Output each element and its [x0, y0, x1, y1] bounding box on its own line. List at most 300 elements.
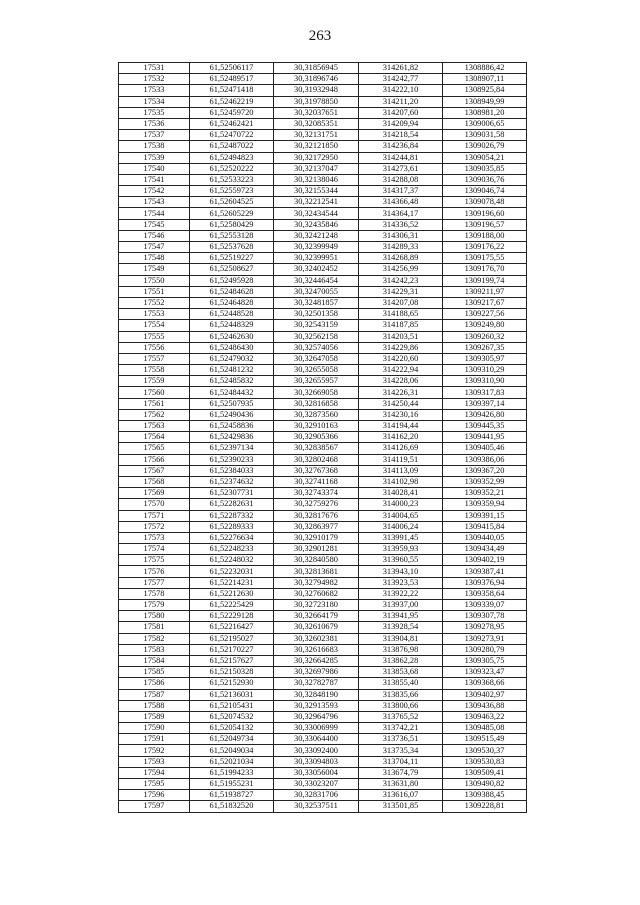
longitude-cell: 30,32085351: [274, 118, 359, 129]
x-coordinate-cell: 314222,94: [359, 365, 443, 376]
longitude-cell: 30,32669058: [274, 387, 359, 398]
point-number-cell: 17591: [119, 734, 190, 745]
latitude-cell: 61,52459720: [190, 107, 274, 118]
point-number-cell: 17563: [119, 421, 190, 432]
y-coordinate-cell: 1309490,82: [443, 779, 527, 790]
table-row: [119, 376, 527, 387]
x-coordinate-cell: 313674,79: [359, 767, 443, 778]
y-coordinate-cell: 1309339,07: [443, 600, 527, 611]
longitude-cell: 30,32155344: [274, 186, 359, 197]
latitude-cell: 61,52580429: [190, 219, 274, 230]
longitude-cell: 30,33023207: [274, 779, 359, 790]
table-row: [119, 163, 527, 174]
table-row: [119, 409, 527, 420]
x-coordinate-cell: 313923,53: [359, 577, 443, 588]
x-coordinate-cell: 314220,60: [359, 353, 443, 364]
latitude-cell: 61,52390233: [190, 454, 274, 465]
latitude-cell: 61,52216427: [190, 622, 274, 633]
latitude-cell: 61,52282631: [190, 499, 274, 510]
y-coordinate-cell: 1309434,49: [443, 544, 527, 555]
y-coordinate-cell: 1309280,79: [443, 644, 527, 655]
latitude-cell: 61,52462630: [190, 331, 274, 342]
latitude-cell: 61,52604525: [190, 197, 274, 208]
table-row: [119, 286, 527, 297]
point-number-cell: 17588: [119, 700, 190, 711]
table-row: [119, 186, 527, 197]
x-coordinate-cell: 313742,21: [359, 723, 443, 734]
longitude-cell: 30,32816858: [274, 398, 359, 409]
x-coordinate-cell: 313937,00: [359, 600, 443, 611]
x-coordinate-cell: 313922,22: [359, 588, 443, 599]
point-number-cell: 17571: [119, 510, 190, 521]
longitude-cell: 30,32435846: [274, 219, 359, 230]
y-coordinate-cell: 1309176,22: [443, 242, 527, 253]
y-coordinate-cell: 1309391,15: [443, 510, 527, 521]
latitude-cell: 61,52506117: [190, 63, 274, 74]
latitude-cell: 61,52021034: [190, 756, 274, 767]
y-coordinate-cell: 1309267,35: [443, 342, 527, 353]
point-number-cell: 17562: [119, 409, 190, 420]
x-coordinate-cell: 313501,85: [359, 801, 443, 812]
point-number-cell: 17575: [119, 555, 190, 566]
latitude-cell: 61,52605229: [190, 208, 274, 219]
latitude-cell: 61,52054132: [190, 723, 274, 734]
table-row: [119, 801, 527, 812]
x-coordinate-cell: 314188,65: [359, 309, 443, 320]
x-coordinate-cell: 313991,45: [359, 532, 443, 543]
y-coordinate-cell: 1309228,81: [443, 801, 527, 812]
point-number-cell: 17594: [119, 767, 190, 778]
latitude-cell: 61,52486430: [190, 342, 274, 353]
latitude-cell: 61,52520222: [190, 163, 274, 174]
y-coordinate-cell: 1308949,99: [443, 96, 527, 107]
longitude-cell: 30,32574056: [274, 342, 359, 353]
x-coordinate-cell: 314256,99: [359, 264, 443, 275]
latitude-cell: 61,52157627: [190, 655, 274, 666]
y-coordinate-cell: 1309397,14: [443, 398, 527, 409]
x-coordinate-cell: 313631,80: [359, 779, 443, 790]
x-coordinate-cell: 313904,81: [359, 633, 443, 644]
table-row: [119, 723, 527, 734]
y-coordinate-cell: 1309405,46: [443, 443, 527, 454]
x-coordinate-cell: 313736,51: [359, 734, 443, 745]
coordinates-table: [118, 62, 527, 813]
y-coordinate-cell: 1309359,94: [443, 499, 527, 510]
table-row: [119, 152, 527, 163]
x-coordinate-cell: 314226,31: [359, 387, 443, 398]
longitude-cell: 30,32782787: [274, 678, 359, 689]
y-coordinate-cell: 1309006,65: [443, 118, 527, 129]
longitude-cell: 30,32767368: [274, 465, 359, 476]
table-row: [119, 353, 527, 364]
latitude-cell: 61,52049734: [190, 734, 274, 745]
point-number-cell: 17574: [119, 544, 190, 555]
y-coordinate-cell: 1309317,83: [443, 387, 527, 398]
point-number-cell: 17570: [119, 499, 190, 510]
longitude-cell: 30,32537511: [274, 801, 359, 812]
y-coordinate-cell: 1309367,20: [443, 465, 527, 476]
table-row: [119, 443, 527, 454]
x-coordinate-cell: 314228,06: [359, 376, 443, 387]
table-row: [119, 253, 527, 264]
x-coordinate-cell: 314268,89: [359, 253, 443, 264]
x-coordinate-cell: 314209,94: [359, 118, 443, 129]
x-coordinate-cell: 314222,10: [359, 85, 443, 96]
point-number-cell: 17535: [119, 107, 190, 118]
x-coordinate-cell: 314244,81: [359, 152, 443, 163]
latitude-cell: 61,52490436: [190, 409, 274, 420]
point-number-cell: 17587: [119, 689, 190, 700]
latitude-cell: 61,52232031: [190, 566, 274, 577]
y-coordinate-cell: 1309436,88: [443, 700, 527, 711]
point-number-cell: 17547: [119, 242, 190, 253]
y-coordinate-cell: 1309402,19: [443, 555, 527, 566]
point-number-cell: 17597: [119, 801, 190, 812]
x-coordinate-cell: 314306,31: [359, 230, 443, 241]
y-coordinate-cell: 1309426,80: [443, 409, 527, 420]
longitude-cell: 30,32873560: [274, 409, 359, 420]
y-coordinate-cell: 1309376,94: [443, 577, 527, 588]
point-number-cell: 17553: [119, 309, 190, 320]
point-number-cell: 17584: [119, 655, 190, 666]
x-coordinate-cell: 314288,08: [359, 174, 443, 185]
point-number-cell: 17566: [119, 454, 190, 465]
table-row: [119, 532, 527, 543]
x-coordinate-cell: 314336,52: [359, 219, 443, 230]
table-row: [119, 756, 527, 767]
y-coordinate-cell: 1309358,64: [443, 588, 527, 599]
table-row: [119, 566, 527, 577]
y-coordinate-cell: 1309176,70: [443, 264, 527, 275]
y-coordinate-cell: 1309402,97: [443, 689, 527, 700]
point-number-cell: 17552: [119, 297, 190, 308]
y-coordinate-cell: 1309352,21: [443, 488, 527, 499]
point-number-cell: 17576: [119, 566, 190, 577]
latitude-cell: 61,52225429: [190, 600, 274, 611]
table-row: [119, 510, 527, 521]
table-row: [119, 320, 527, 331]
table-row: [119, 600, 527, 611]
latitude-cell: 61,52553128: [190, 230, 274, 241]
latitude-cell: 61,52384033: [190, 465, 274, 476]
x-coordinate-cell: 313800,66: [359, 700, 443, 711]
table-row: [119, 331, 527, 342]
y-coordinate-cell: 1309440,05: [443, 532, 527, 543]
y-coordinate-cell: 1309388,45: [443, 790, 527, 801]
table-row: [119, 342, 527, 353]
table-row: [119, 275, 527, 286]
x-coordinate-cell: 314289,33: [359, 242, 443, 253]
table-row: [119, 242, 527, 253]
point-number-cell: 17593: [119, 756, 190, 767]
table-row: [119, 667, 527, 678]
x-coordinate-cell: 314004,65: [359, 510, 443, 521]
point-number-cell: 17595: [119, 779, 190, 790]
table-row: [119, 633, 527, 644]
point-number-cell: 17546: [119, 230, 190, 241]
point-number-cell: 17557: [119, 353, 190, 364]
table-row: [119, 644, 527, 655]
x-coordinate-cell: 313835,66: [359, 689, 443, 700]
longitude-cell: 30,31856945: [274, 63, 359, 74]
y-coordinate-cell: 1309031,58: [443, 130, 527, 141]
table-row: [119, 85, 527, 96]
longitude-cell: 30,32743374: [274, 488, 359, 499]
table-row: [119, 767, 527, 778]
table-row: [119, 465, 527, 476]
longitude-cell: 30,32647058: [274, 353, 359, 364]
longitude-cell: 30,32802468: [274, 454, 359, 465]
x-coordinate-cell: 314366,48: [359, 197, 443, 208]
longitude-cell: 30,31896746: [274, 74, 359, 85]
y-coordinate-cell: 1309278,95: [443, 622, 527, 633]
table-row: [119, 118, 527, 129]
x-coordinate-cell: 313704,11: [359, 756, 443, 767]
longitude-cell: 30,32470055: [274, 286, 359, 297]
point-number-cell: 17583: [119, 644, 190, 655]
latitude-cell: 61,52049034: [190, 745, 274, 756]
x-coordinate-cell: 313941,95: [359, 611, 443, 622]
x-coordinate-cell: 314203,51: [359, 331, 443, 342]
longitude-cell: 30,32212541: [274, 197, 359, 208]
y-coordinate-cell: 1308907,11: [443, 74, 527, 85]
table-row: [119, 577, 527, 588]
point-number-cell: 17532: [119, 74, 190, 85]
longitude-cell: 30,33092400: [274, 745, 359, 756]
point-number-cell: 17549: [119, 264, 190, 275]
longitude-cell: 30,32863977: [274, 521, 359, 532]
point-number-cell: 17538: [119, 141, 190, 152]
y-coordinate-cell: 1309217,67: [443, 297, 527, 308]
point-number-cell: 17554: [119, 320, 190, 331]
latitude-cell: 61,52397134: [190, 443, 274, 454]
point-number-cell: 17577: [119, 577, 190, 588]
longitude-cell: 30,33064400: [274, 734, 359, 745]
point-number-cell: 17548: [119, 253, 190, 264]
latitude-cell: 61,52533223: [190, 174, 274, 185]
x-coordinate-cell: 314194,44: [359, 421, 443, 432]
longitude-cell: 30,32421248: [274, 230, 359, 241]
x-coordinate-cell: 314242,77: [359, 74, 443, 85]
y-coordinate-cell: 1309386,06: [443, 454, 527, 465]
longitude-cell: 30,32723180: [274, 600, 359, 611]
point-number-cell: 17542: [119, 186, 190, 197]
y-coordinate-cell: 1309199,74: [443, 275, 527, 286]
latitude-cell: 61,52479032: [190, 353, 274, 364]
point-number-cell: 17581: [119, 622, 190, 633]
table-row: [119, 421, 527, 432]
table-row: [119, 63, 527, 74]
longitude-cell: 30,32848190: [274, 689, 359, 700]
longitude-cell: 30,32655957: [274, 376, 359, 387]
latitude-cell: 61,52462219: [190, 96, 274, 107]
longitude-cell: 30,32446454: [274, 275, 359, 286]
table-row: [119, 309, 527, 320]
point-number-cell: 17550: [119, 275, 190, 286]
table-row: [119, 521, 527, 532]
y-coordinate-cell: 1309211,97: [443, 286, 527, 297]
longitude-cell: 30,32616683: [274, 644, 359, 655]
longitude-cell: 30,32481857: [274, 297, 359, 308]
point-number-cell: 17572: [119, 521, 190, 532]
point-number-cell: 17551: [119, 286, 190, 297]
latitude-cell: 61,52374632: [190, 476, 274, 487]
latitude-cell: 61,52508627: [190, 264, 274, 275]
x-coordinate-cell: 313735,34: [359, 745, 443, 756]
longitude-cell: 30,33094803: [274, 756, 359, 767]
longitude-cell: 30,32817676: [274, 510, 359, 521]
table-row: [119, 689, 527, 700]
x-coordinate-cell: 314218,54: [359, 130, 443, 141]
longitude-cell: 30,33006999: [274, 723, 359, 734]
point-number-cell: 17531: [119, 63, 190, 74]
y-coordinate-cell: 1308981,20: [443, 107, 527, 118]
latitude-cell: 61,51832520: [190, 801, 274, 812]
table-row: [119, 264, 527, 275]
point-number-cell: 17545: [119, 219, 190, 230]
table-row: [119, 387, 527, 398]
longitude-cell: 30,32655058: [274, 365, 359, 376]
latitude-cell: 61,52074532: [190, 711, 274, 722]
point-number-cell: 17537: [119, 130, 190, 141]
table-row: [119, 297, 527, 308]
point-number-cell: 17555: [119, 331, 190, 342]
table-row: [119, 655, 527, 666]
longitude-cell: 30,32664285: [274, 655, 359, 666]
y-coordinate-cell: 1309415,84: [443, 521, 527, 532]
longitude-cell: 30,32913593: [274, 700, 359, 711]
latitude-cell: 61,52484432: [190, 387, 274, 398]
table-row: [119, 476, 527, 487]
x-coordinate-cell: 314000,23: [359, 499, 443, 510]
x-coordinate-cell: 313928,54: [359, 622, 443, 633]
longitude-cell: 30,32131751: [274, 130, 359, 141]
point-number-cell: 17569: [119, 488, 190, 499]
point-number-cell: 17544: [119, 208, 190, 219]
point-number-cell: 17589: [119, 711, 190, 722]
longitude-cell: 30,32434544: [274, 208, 359, 219]
y-coordinate-cell: 1308925,84: [443, 85, 527, 96]
y-coordinate-cell: 1309310,29: [443, 365, 527, 376]
x-coordinate-cell: 314211,20: [359, 96, 443, 107]
y-coordinate-cell: 1309515,49: [443, 734, 527, 745]
y-coordinate-cell: 1309485,08: [443, 723, 527, 734]
x-coordinate-cell: 314126,69: [359, 443, 443, 454]
y-coordinate-cell: 1309046,74: [443, 186, 527, 197]
y-coordinate-cell: 1309054,21: [443, 152, 527, 163]
y-coordinate-cell: 1309035,85: [443, 163, 527, 174]
longitude-cell: 30,32760682: [274, 588, 359, 599]
longitude-cell: 30,32901281: [274, 544, 359, 555]
longitude-cell: 30,32399951: [274, 253, 359, 264]
y-coordinate-cell: 1309368,66: [443, 678, 527, 689]
latitude-cell: 61,51938727: [190, 790, 274, 801]
x-coordinate-cell: 314273,61: [359, 163, 443, 174]
longitude-cell: 30,31932948: [274, 85, 359, 96]
latitude-cell: 61,52150328: [190, 667, 274, 678]
y-coordinate-cell: 1309387,41: [443, 566, 527, 577]
y-coordinate-cell: 1309463,22: [443, 711, 527, 722]
table-row: [119, 398, 527, 409]
y-coordinate-cell: 1309188,00: [443, 230, 527, 241]
x-coordinate-cell: 314187,85: [359, 320, 443, 331]
table-row: [119, 174, 527, 185]
latitude-cell: 61,52507935: [190, 398, 274, 409]
longitude-cell: 30,32664179: [274, 611, 359, 622]
latitude-cell: 61,52276634: [190, 532, 274, 543]
latitude-cell: 61,52464828: [190, 297, 274, 308]
table-row: [119, 219, 527, 230]
latitude-cell: 61,52494823: [190, 152, 274, 163]
x-coordinate-cell: 313853,68: [359, 667, 443, 678]
x-coordinate-cell: 314242,23: [359, 275, 443, 286]
x-coordinate-cell: 313862,28: [359, 655, 443, 666]
latitude-cell: 61,52195027: [190, 633, 274, 644]
latitude-cell: 61,52485832: [190, 376, 274, 387]
longitude-cell: 30,32794982: [274, 577, 359, 588]
longitude-cell: 30,32697986: [274, 667, 359, 678]
x-coordinate-cell: 314207,08: [359, 297, 443, 308]
x-coordinate-cell: 314250,44: [359, 398, 443, 409]
longitude-cell: 30,32602381: [274, 633, 359, 644]
x-coordinate-cell: 314207,60: [359, 107, 443, 118]
y-coordinate-cell: 1309273,91: [443, 633, 527, 644]
y-coordinate-cell: 1309530,37: [443, 745, 527, 756]
table-row: [119, 611, 527, 622]
x-coordinate-cell: 314364,17: [359, 208, 443, 219]
latitude-cell: 61,52484628: [190, 286, 274, 297]
table-row: [119, 700, 527, 711]
latitude-cell: 61,52448528: [190, 309, 274, 320]
longitude-cell: 30,32759276: [274, 499, 359, 510]
point-number-cell: 17590: [119, 723, 190, 734]
latitude-cell: 61,52287332: [190, 510, 274, 521]
table-row: [119, 208, 527, 219]
latitude-cell: 61,52212630: [190, 588, 274, 599]
point-number-cell: 17567: [119, 465, 190, 476]
latitude-cell: 61,52105431: [190, 700, 274, 711]
table-row: [119, 230, 527, 241]
x-coordinate-cell: 314317,37: [359, 186, 443, 197]
latitude-cell: 61,52170227: [190, 644, 274, 655]
latitude-cell: 61,52229128: [190, 611, 274, 622]
table-row: [119, 779, 527, 790]
table-row: [119, 74, 527, 85]
longitude-cell: 30,32910179: [274, 532, 359, 543]
latitude-cell: 61,51994233: [190, 767, 274, 778]
y-coordinate-cell: 1309441,95: [443, 432, 527, 443]
y-coordinate-cell: 1309175,55: [443, 253, 527, 264]
table-row: [119, 454, 527, 465]
x-coordinate-cell: 314230,16: [359, 409, 443, 420]
longitude-cell: 30,32610679: [274, 622, 359, 633]
y-coordinate-cell: 1309249,80: [443, 320, 527, 331]
x-coordinate-cell: 313765,52: [359, 711, 443, 722]
point-number-cell: 17579: [119, 600, 190, 611]
table-row: [119, 745, 527, 756]
table-row: [119, 790, 527, 801]
point-number-cell: 17539: [119, 152, 190, 163]
point-number-cell: 17568: [119, 476, 190, 487]
point-number-cell: 17560: [119, 387, 190, 398]
table-row: [119, 432, 527, 443]
longitude-cell: 30,32964796: [274, 711, 359, 722]
longitude-cell: 30,32840580: [274, 555, 359, 566]
latitude-cell: 61,52487022: [190, 141, 274, 152]
table-row: [119, 544, 527, 555]
point-number-cell: 17541: [119, 174, 190, 185]
point-number-cell: 17573: [119, 532, 190, 543]
